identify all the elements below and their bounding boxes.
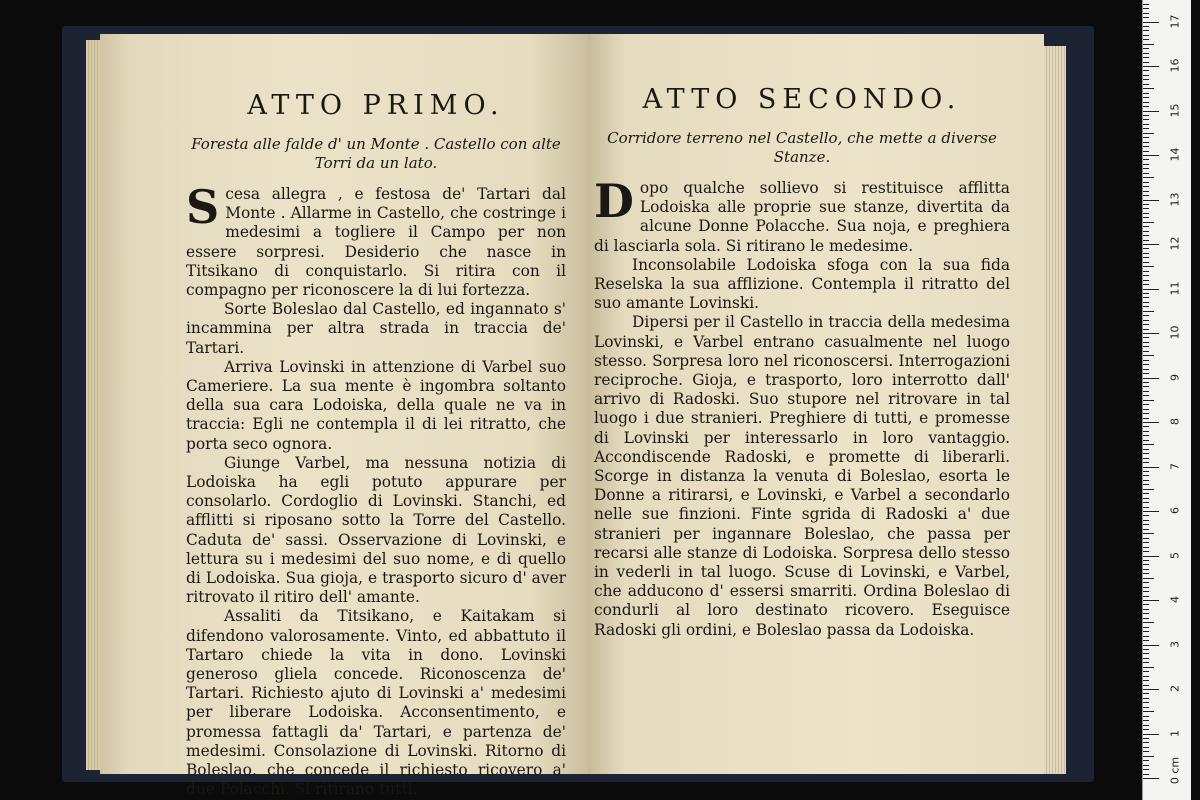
ruler-tick bbox=[1143, 173, 1149, 174]
ruler-tick bbox=[1143, 435, 1149, 436]
ruler-tick bbox=[1143, 13, 1149, 14]
scene-setting-left: Foresta alle falde d' un Monte . Castello con alte Torri da un lato. bbox=[191, 135, 561, 172]
ruler-tick bbox=[1143, 48, 1149, 49]
ruler-tick bbox=[1143, 547, 1149, 548]
ruler-tick bbox=[1143, 413, 1149, 414]
ruler-number: 3 bbox=[1168, 640, 1182, 648]
ruler-tick bbox=[1143, 560, 1149, 561]
ruler-tick bbox=[1143, 498, 1149, 499]
ruler-tick bbox=[1143, 369, 1149, 370]
ruler-tick bbox=[1143, 146, 1149, 147]
ruler-tick bbox=[1143, 400, 1154, 401]
ruler-tick bbox=[1143, 622, 1154, 623]
ruler-tick bbox=[1143, 111, 1159, 112]
ruler-tick bbox=[1143, 106, 1149, 107]
ruler-tick bbox=[1143, 747, 1149, 748]
ruler-tick bbox=[1143, 444, 1154, 445]
ruler-tick bbox=[1143, 778, 1159, 779]
ruler-tick bbox=[1143, 8, 1149, 9]
ruler-tick bbox=[1143, 88, 1154, 89]
ruler-tick bbox=[1143, 208, 1149, 209]
ruler-tick bbox=[1143, 93, 1149, 94]
ruler-tick bbox=[1143, 39, 1149, 40]
ruler-tick bbox=[1143, 467, 1159, 468]
ruler-tick bbox=[1143, 151, 1149, 152]
ruler-tick bbox=[1143, 760, 1149, 761]
ruler-tick bbox=[1143, 346, 1149, 347]
ruler-tick bbox=[1143, 693, 1149, 694]
ruler-number: 6 bbox=[1168, 507, 1182, 514]
ruler-tick bbox=[1143, 306, 1149, 307]
ruler-tick bbox=[1143, 529, 1149, 530]
ruler-tick bbox=[1143, 17, 1149, 18]
ruler-number: 16 bbox=[1168, 58, 1182, 73]
drop-cap: S bbox=[186, 180, 220, 234]
ruler-tick bbox=[1143, 226, 1149, 227]
ruler-tick bbox=[1143, 507, 1149, 508]
ruler-tick bbox=[1143, 360, 1149, 361]
ruler-tick bbox=[1143, 191, 1149, 192]
ruler-tick bbox=[1143, 195, 1149, 196]
paragraph bbox=[186, 180, 566, 300]
ruler-tick bbox=[1143, 582, 1149, 583]
ruler-number: 8 bbox=[1168, 418, 1182, 425]
ruler-tick bbox=[1143, 738, 1149, 739]
ruler-tick bbox=[1143, 409, 1149, 410]
ruler-tick bbox=[1143, 774, 1149, 775]
ruler-tick bbox=[1143, 627, 1149, 628]
ruler-tick bbox=[1143, 404, 1149, 405]
ruler-tick bbox=[1143, 729, 1149, 730]
ruler-number: 13 bbox=[1168, 192, 1182, 206]
ruler-tick bbox=[1143, 35, 1149, 36]
ruler-tick bbox=[1143, 204, 1149, 205]
ruler-tick bbox=[1143, 271, 1149, 272]
ruler-tick bbox=[1143, 493, 1149, 494]
ruler-tick bbox=[1143, 573, 1149, 574]
ruler-tick bbox=[1143, 707, 1149, 708]
ruler-tick bbox=[1143, 765, 1149, 766]
ruler-tick bbox=[1143, 502, 1149, 503]
ruler-tick bbox=[1143, 324, 1149, 325]
ruler-tick bbox=[1143, 596, 1149, 597]
ruler-tick bbox=[1143, 734, 1159, 735]
ruler-tick bbox=[1143, 515, 1149, 516]
ruler-tick bbox=[1143, 137, 1149, 138]
ruler-tick bbox=[1143, 333, 1159, 334]
ruler-tick bbox=[1143, 320, 1149, 321]
ruler-tick bbox=[1143, 315, 1149, 316]
paragraph: Dipersi per il Castello in traccia della medesima Lovinski, e Varbel entrano casualmente nel luogo stesso. Sorpresa loro nel riconoscersi. Interrogazioni reciproche. Gioja, e trasporto, loro interrotto dall' arrivo di Radoski. Suo stupore nel ritrovare in tal luogo i due stranieri. Preghiere di tutti, e promesse di Lovinski per interessarlo in loro vantaggio. Accondiscende Radoski, e promette di liberarli. Scorge in distanza la venuta di Boleslao, esorta le Donne a ritirarsi, e Lovinski, e Varbel a secondarlo nelle sue finzioni. Finte sgrida di Radoski a' due stranieri per ingannare Boleslao, che passa per recarsi alle stanze di Lodoiska. Sorpresa dello stesso in vederli in tal luogo. Scuse di Lovinski, e Varbel, che adducono d' essersi smarriti. Ordina Boleslao di condurli al loro destinato ricovero. Eseguisce Radoski gli ordini, e Boleslao passa da Lodoiska. bbox=[594, 313, 1010, 639]
ruler-tick bbox=[1143, 640, 1149, 641]
ruler-tick bbox=[1143, 44, 1154, 45]
ruler-tick bbox=[1143, 564, 1149, 565]
ruler-tick bbox=[1143, 382, 1149, 383]
measuring-ruler bbox=[1142, 0, 1191, 800]
ruler-tick bbox=[1143, 66, 1159, 67]
ruler-tick bbox=[1143, 511, 1159, 512]
paragraph: Inconsolabile Lodoiska sfoga con la sua fida Reselska la sua afflizione. Contempla il ritratto del suo amante Lovinski. bbox=[594, 255, 1010, 313]
ruler-tick bbox=[1143, 551, 1149, 552]
ruler-number: 10 bbox=[1168, 325, 1182, 340]
ruler-tick bbox=[1143, 653, 1149, 654]
ruler-tick bbox=[1143, 177, 1154, 178]
ruler-number: 17 bbox=[1168, 14, 1182, 28]
ruler-tick bbox=[1143, 556, 1159, 557]
ruler-tick bbox=[1143, 217, 1149, 218]
ruler-tick bbox=[1143, 182, 1149, 183]
ruler-tick bbox=[1143, 244, 1159, 245]
paragraph: Giunge Varbel, ma nessuna notizia di Lodoiska ha egli potuto appurare per consolarlo. Cordoglio di Lovinski. Stanchi, ed afflitti si riposano sotto la Torre del Castello. Caduta de' sassi. Osservazione di Lovinski, e lettura su i medesimi del suo nome, e di quello di Lodoiska. Sua gioja, e trasporto sicuro d' aver ritrovato il ritiro dell' amante. bbox=[186, 453, 566, 607]
ruler-tick bbox=[1143, 213, 1149, 214]
ruler-unit-label: 0 cm bbox=[1168, 756, 1182, 785]
ruler-tick bbox=[1143, 475, 1149, 476]
ruler-tick bbox=[1143, 662, 1149, 663]
ruler-tick bbox=[1143, 591, 1149, 592]
ruler-number: 7 bbox=[1168, 462, 1182, 470]
ruler-tick bbox=[1143, 257, 1149, 258]
ruler-tick bbox=[1143, 711, 1154, 712]
ruler-number: 12 bbox=[1168, 236, 1182, 251]
ruler-tick bbox=[1143, 186, 1149, 187]
drop-cap: D bbox=[594, 174, 634, 228]
ruler-tick bbox=[1143, 240, 1149, 241]
ruler-tick bbox=[1143, 115, 1149, 116]
ruler-tick bbox=[1143, 386, 1149, 387]
ruler-tick bbox=[1143, 658, 1149, 659]
ruler-tick bbox=[1143, 458, 1149, 459]
ruler-tick bbox=[1143, 289, 1159, 290]
paragraph: Sorte Boleslao dal Castello, ed ingannato s' incammina per altra strada in traccia de' Tartari. bbox=[186, 300, 566, 357]
ruler-tick bbox=[1143, 426, 1149, 427]
ruler-tick bbox=[1143, 645, 1159, 646]
ruler-tick bbox=[1143, 373, 1149, 374]
ruler-tick bbox=[1143, 342, 1149, 343]
ruler-tick bbox=[1143, 471, 1149, 472]
ruler-tick bbox=[1143, 235, 1149, 236]
ruler-tick bbox=[1143, 329, 1149, 330]
ruler-tick bbox=[1143, 618, 1149, 619]
ruler-tick bbox=[1143, 253, 1149, 254]
ruler-tick bbox=[1143, 395, 1149, 396]
ruler-tick bbox=[1143, 604, 1149, 605]
ruler-tick bbox=[1143, 22, 1159, 23]
ruler-tick bbox=[1143, 293, 1149, 294]
paragraph-text: opo qualche sollievo si restituisce afflitta Lodoiska alle proprie sue stanze, divertita da alcune Donne Polacche. Sua noja, e preghiera di lasciarla sola. Si ritirano le medesime. bbox=[594, 179, 1010, 255]
ruler-tick bbox=[1143, 751, 1149, 752]
ruler-tick bbox=[1143, 725, 1149, 726]
ruler-tick bbox=[1143, 720, 1149, 721]
act-title-right: ATTO SECONDO. bbox=[642, 84, 962, 115]
ruler-tick bbox=[1143, 440, 1149, 441]
ruler-tick bbox=[1143, 84, 1149, 85]
right-page bbox=[588, 34, 1044, 774]
ruler-tick bbox=[1143, 302, 1149, 303]
ruler-tick bbox=[1143, 649, 1149, 650]
ruler-tick bbox=[1143, 128, 1149, 129]
ruler-tick bbox=[1143, 119, 1149, 120]
ruler-tick bbox=[1143, 484, 1149, 485]
ruler-tick bbox=[1143, 159, 1149, 160]
ruler-tick bbox=[1143, 716, 1149, 717]
ruler-tick bbox=[1143, 671, 1149, 672]
ruler-tick bbox=[1143, 538, 1149, 539]
paragraph: Arriva Lovinski in attenzione di Varbel suo Cameriere. La sua mente è ingombra soltanto della sua cara Lodoiska, della quale ne va in traccia: Egli ne contempla il di lei ritratto, che porta seco ognora. bbox=[186, 357, 566, 453]
ruler-tick bbox=[1143, 702, 1149, 703]
ruler-tick bbox=[1143, 124, 1149, 125]
ruler-number: 5 bbox=[1168, 551, 1182, 559]
ruler-tick bbox=[1143, 524, 1149, 525]
ruler-tick bbox=[1143, 102, 1149, 103]
ruler-tick bbox=[1143, 297, 1149, 298]
ruler-tick bbox=[1143, 30, 1149, 31]
ruler-tick bbox=[1143, 57, 1149, 58]
ruler-tick bbox=[1143, 631, 1149, 632]
ruler-tick bbox=[1143, 667, 1154, 668]
ruler-tick bbox=[1143, 155, 1159, 156]
ruler-tick bbox=[1143, 676, 1149, 677]
paragraph: Assaliti da Titsikano, e Kaitakam si difendono valorosamente. Vinto, ed abbattuto il Tartaro chiede la vita in dono. Lovinski generoso gliela concede. Riconoscenza de' Tartari. Richiesto ajuto di Lovinski a' medesimi per liberare Lodoiska. Acconsentimento, e promessa fattagli da' Tartari, e partenza de' medesimi. Consolazione di Lovinski. Ritorno di Boleslao, che concede il richiesto ricovero a' due Polacchi. Si ritirano tutti. bbox=[186, 607, 566, 799]
act-title-left: ATTO PRIMO. bbox=[247, 90, 505, 121]
ruler-tick bbox=[1143, 231, 1149, 232]
ruler-tick bbox=[1143, 222, 1154, 223]
ruler-number: 11 bbox=[1168, 281, 1182, 295]
ruler-tick bbox=[1143, 248, 1149, 249]
ruler-tick bbox=[1143, 378, 1159, 379]
ruler-tick bbox=[1143, 351, 1149, 352]
ruler-tick bbox=[1143, 698, 1149, 699]
ruler-tick bbox=[1143, 578, 1154, 579]
ruler-tick bbox=[1143, 756, 1154, 757]
ruler-tick bbox=[1143, 569, 1149, 570]
ruler-tick bbox=[1143, 636, 1149, 637]
ruler-number: 1 bbox=[1168, 729, 1182, 737]
ruler-tick bbox=[1143, 542, 1149, 543]
ruler-tick bbox=[1143, 284, 1149, 285]
ruler-tick bbox=[1143, 311, 1154, 312]
ruler-tick bbox=[1143, 355, 1154, 356]
paragraph-text: cesa allegra , e festosa de' Tartari dal Monte . Allarme in Castello, che costringe i medesimi a togliere il Campo per non essere sorpresi. Desiderio che nasce in Titsikano di conquistarlo. Si ritira con il compagno per riconoscere la di lui fortezza. bbox=[186, 185, 566, 300]
ruler-tick bbox=[1143, 685, 1149, 686]
ruler-tick bbox=[1143, 79, 1149, 80]
ruler-tick bbox=[1143, 520, 1149, 521]
ruler-tick bbox=[1143, 275, 1149, 276]
left-page bbox=[100, 34, 588, 799]
page-edges-right bbox=[1044, 46, 1066, 774]
ruler-tick bbox=[1143, 70, 1149, 71]
ruler-number: 2 bbox=[1168, 685, 1182, 692]
ruler-tick bbox=[1143, 769, 1149, 770]
ruler-tick bbox=[1143, 680, 1149, 681]
ruler-tick bbox=[1143, 480, 1149, 481]
ruler-tick bbox=[1143, 53, 1149, 54]
ruler-tick bbox=[1143, 742, 1149, 743]
ruler-tick bbox=[1143, 418, 1149, 419]
ruler-tick bbox=[1143, 26, 1149, 27]
ruler-tick bbox=[1143, 453, 1149, 454]
ruler-tick bbox=[1143, 168, 1149, 169]
ruler-tick bbox=[1143, 489, 1154, 490]
ruler-number: 14 bbox=[1168, 147, 1182, 162]
ruler-tick bbox=[1143, 97, 1149, 98]
ruler-tick bbox=[1143, 337, 1149, 338]
ruler-tick bbox=[1143, 4, 1149, 5]
ruler-tick bbox=[1143, 200, 1159, 201]
ruler-tick bbox=[1143, 689, 1159, 690]
ruler-tick bbox=[1143, 280, 1149, 281]
ruler-tick bbox=[1143, 613, 1149, 614]
ruler-tick bbox=[1143, 262, 1149, 263]
ruler-tick bbox=[1143, 422, 1159, 423]
ruler-tick bbox=[1143, 600, 1159, 601]
ruler-tick bbox=[1143, 75, 1149, 76]
ruler-tick bbox=[1143, 266, 1154, 267]
ruler-tick bbox=[1143, 164, 1149, 165]
ruler-tick bbox=[1143, 62, 1149, 63]
ruler-tick bbox=[1143, 449, 1149, 450]
paragraph bbox=[594, 174, 1010, 256]
ruler-number: 4 bbox=[1168, 596, 1182, 603]
ruler-tick bbox=[1143, 431, 1149, 432]
ruler-tick bbox=[1143, 462, 1149, 463]
ruler-tick bbox=[1143, 587, 1149, 588]
ruler-tick bbox=[1143, 364, 1149, 365]
ruler-number: 9 bbox=[1168, 373, 1182, 381]
ruler-tick bbox=[1143, 142, 1149, 143]
ruler-tick bbox=[1143, 609, 1149, 610]
ruler-tick bbox=[1143, 533, 1154, 534]
ruler-number: 15 bbox=[1168, 103, 1182, 117]
ruler-tick bbox=[1143, 133, 1154, 134]
ruler-tick bbox=[1143, 391, 1149, 392]
scene-setting-right: Corridore terreno nel Castello, che mette a diverse Stanze. bbox=[607, 129, 997, 166]
